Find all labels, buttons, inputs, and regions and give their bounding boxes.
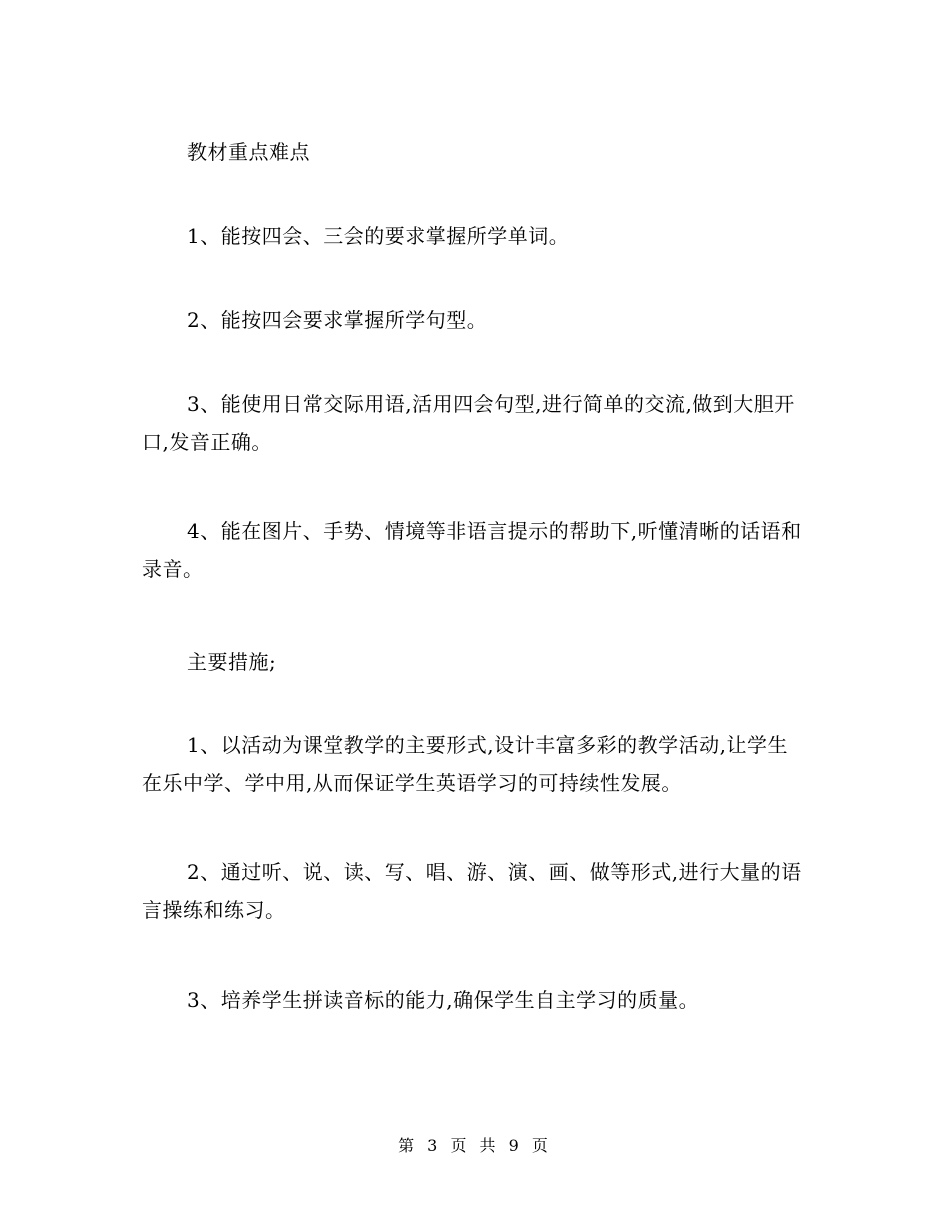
section-heading-key-points: 教材重点难点 bbox=[187, 140, 310, 164]
section-heading-measures: 主要措施; bbox=[187, 650, 277, 674]
paragraph-measure-1: 1、以活动为课堂教学的主要形式,设计丰富多彩的教学活动,让学生在乐中学、学中用,从而保证学生英语学习的可持续性发展。 bbox=[142, 733, 788, 795]
paragraph-point-3: 3、能使用日常交际用语,活用四会句型,进行简单的交流,做到大胆开口,发音正确。 bbox=[142, 392, 795, 454]
paragraph-point-4: 4、能在图片、手势、情境等非语言提示的帮助下,听懂清晰的话语和录音。 bbox=[142, 519, 802, 581]
paragraph-measure-3: 3、培养学生拼读音标的能力,确保学生自主学习的质量。 bbox=[187, 988, 700, 1012]
paragraph-point-1: 1、能按四会、三会的要求掌握所学单词。 bbox=[187, 224, 570, 248]
paragraph-measure-2: 2、通过听、说、读、写、唱、游、演、画、做等形式,进行大量的语言操练和练习。 bbox=[142, 860, 802, 922]
paragraph-point-2: 2、能按四会要求掌握所学句型。 bbox=[187, 308, 488, 332]
page-number-footer: 第 3 页 共 9 页 bbox=[398, 1136, 552, 1155]
